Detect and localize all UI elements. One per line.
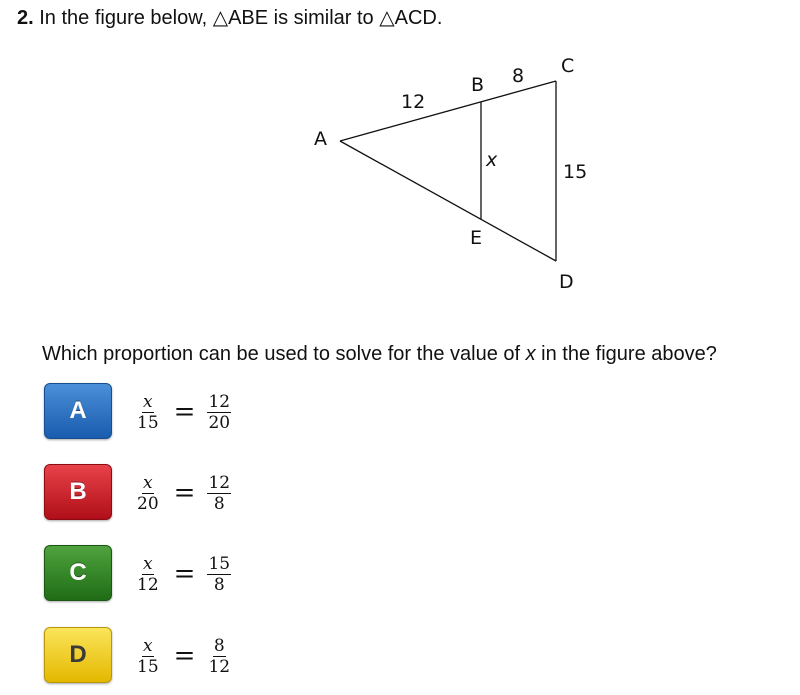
choice-b-left-numerator: x xyxy=(143,472,153,493)
choice-a-right-fraction xyxy=(207,393,231,432)
choice-a-left-denominator: 15 xyxy=(137,412,159,433)
question-number: 2. xyxy=(17,7,34,29)
choice-c-equation xyxy=(136,549,231,599)
triangle-figure xyxy=(0,0,800,310)
label-e: E xyxy=(470,227,483,249)
prompt-text-after: in the figure above? xyxy=(535,343,717,365)
choice-d-equation xyxy=(136,631,231,681)
label-seg-bc: 8 xyxy=(512,65,525,87)
label-d: D xyxy=(559,271,574,293)
choice-b-right-numerator: 12 xyxy=(208,472,231,493)
choice-c-right-numerator: 15 xyxy=(208,553,231,574)
equals-sign: = xyxy=(173,559,196,589)
equals-sign: = xyxy=(173,478,196,508)
choice-d-right-numerator: 8 xyxy=(213,635,225,656)
choice-d-button[interactable]: D xyxy=(44,627,112,683)
question-text: In the figure below, △ABE is similar to △ACD. xyxy=(39,7,443,29)
label-c: C xyxy=(561,55,575,77)
choice-b-left-fraction xyxy=(136,474,160,513)
choice-c-right-fraction xyxy=(207,555,231,594)
label-seg-be: x xyxy=(486,149,498,171)
choice-d-left-denominator: 15 xyxy=(137,656,159,677)
choice-c-left-fraction xyxy=(136,555,160,594)
choice-b-right-denominator: 8 xyxy=(213,493,225,514)
choice-d-left-fraction xyxy=(136,637,160,676)
label-seg-cd: 15 xyxy=(563,161,588,183)
segment-ac xyxy=(340,81,556,141)
choice-c-button[interactable]: C xyxy=(44,545,112,601)
choice-a[interactable] xyxy=(44,383,284,443)
choice-b-button[interactable]: B xyxy=(44,464,112,520)
equals-sign: = xyxy=(173,397,196,427)
choice-c-left-numerator: x xyxy=(143,553,153,574)
label-seg-ab: 12 xyxy=(401,91,426,113)
choice-b[interactable] xyxy=(44,464,284,524)
choice-a-right-numerator: 12 xyxy=(208,391,231,412)
choice-a-left-fraction xyxy=(136,393,160,432)
choice-a-equation xyxy=(136,387,231,437)
choice-a-button[interactable]: A xyxy=(44,383,112,439)
choice-a-right-denominator: 20 xyxy=(208,412,231,433)
choice-d-right-fraction xyxy=(207,637,231,676)
choice-a-left-numerator: x xyxy=(143,391,153,412)
choice-c-left-denominator: 12 xyxy=(137,574,159,595)
question-prompt xyxy=(42,342,717,366)
label-b: B xyxy=(471,74,485,96)
segment-ad xyxy=(340,141,556,261)
equals-sign: = xyxy=(173,641,196,671)
choice-c-right-denominator: 8 xyxy=(213,574,225,595)
choice-b-right-fraction xyxy=(207,474,231,513)
choice-c[interactable] xyxy=(44,545,284,605)
prompt-text-before: Which proportion can be used to solve for the value of xyxy=(42,343,526,365)
choice-b-left-denominator: 20 xyxy=(137,493,159,514)
choice-d-left-numerator: x xyxy=(143,635,153,656)
prompt-variable: x xyxy=(525,343,536,365)
choice-b-equation xyxy=(136,468,231,518)
label-a: A xyxy=(314,128,327,150)
choice-d[interactable] xyxy=(44,627,284,687)
choice-d-right-denominator: 12 xyxy=(208,656,231,677)
